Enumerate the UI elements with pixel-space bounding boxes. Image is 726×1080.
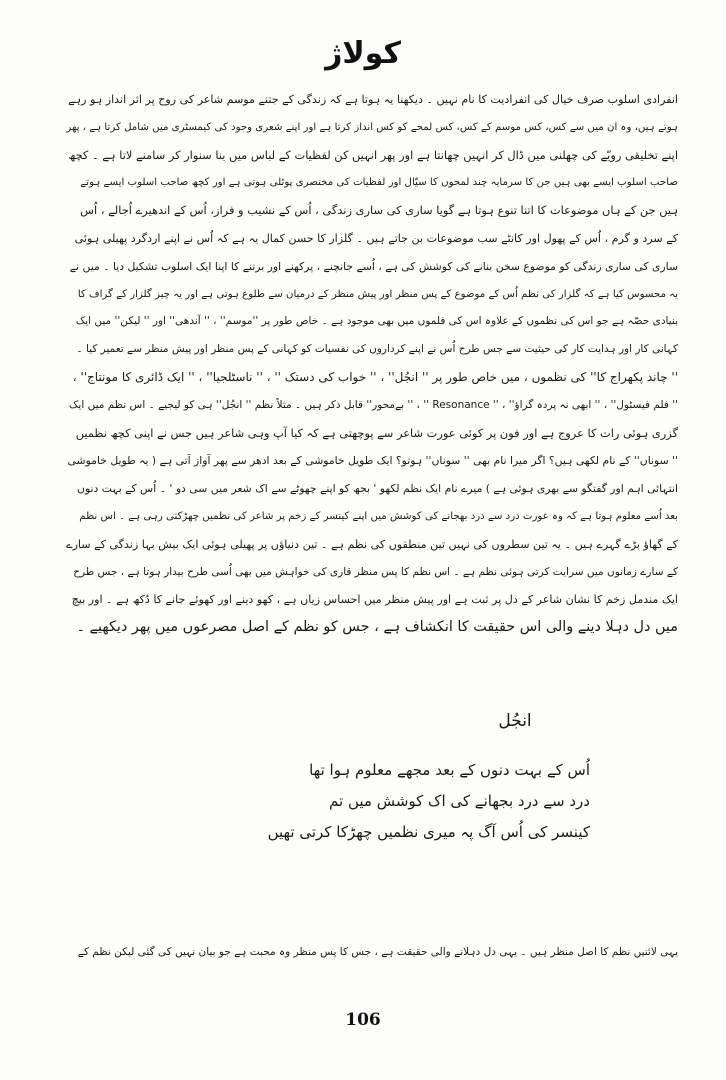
poem-title: انجُل — [498, 711, 532, 731]
body-line: انتہائی اہم اور گفتگو سے بھری ہوئی ہے ) میرے نام ایک نظم لکھو ' بجھ کو اپنے چھوٹے سے اک شعر میں سی دو ' ۔ اُس کے بہت دنوں — [77, 482, 678, 496]
body-line: انفرادی اسلوب صرف خیال کی انفرادیت کا نام نہیں ۔ دیکھنا یہ ہوتا ہے کہ زندگی کے جتنے موسم شاعر کی روح پر اثر انداز ہو رہے — [68, 93, 678, 106]
body-line: یہ محسوس کیا ہے کہ گلزار کی نظم اُس کے موضوع کے پس منظر اور پیش منظر کے درمیان سے طلوع ہوتی ہے اور یہ چیز گلزار کے گراف کا — [77, 288, 678, 300]
body-line: بنیادی حصّہ ہے جو اس کی نظموں کے علاوہ اس کی فلموں میں بھی موجود ہے ۔ خاص طور پر ''موسم'' ، '' آندھی'' اور '' لیکن'' میں ایک — [75, 315, 678, 328]
body-line: کہانی کار اور ہدایت کار کی حیثیت سے جس طرح اُس نے اپنے کرداروں کی نفسیات کو کہانی کے پس منظر اور پیش منظر سے تعمیر کیا ۔ — [76, 343, 678, 356]
body-line: گزری ہوئی رات کا عروج ہے اور فون پر کوئی عورت شاعر سے پوچھتی ہے کہ کیا آپ وہی شاعر ہیں جس نے اپنی کچھ نظمیں — [75, 425, 678, 440]
page-header-title: کولاژ — [325, 36, 401, 71]
poem-verse: درد سے درد بجھانے کی اک کوشش میں تم — [329, 792, 590, 810]
poem-verse: کینسر کی اُس آگ پہ میری نظمیں چھڑکا کرتی تھیں — [267, 823, 590, 841]
body-line: اپنے تخلیقی رویّے کی چھلنی میں ڈال کر انہیں چھانتا ہے اور پھر انہیں کن لفظیات کے لباس میں بنا سنوار کر سامنے لاتا ہے ۔ کچھ — [68, 147, 678, 162]
body-line: ہیں جن کے ہاں موضوعات کا اتنا تنوع ہوتا ہے گویا ساری کی ساری زندگی ، اُس کے نشیب و فراز، اُس کے اندھیرے اُجالے ، اُس — [80, 203, 678, 218]
body-line: ساری کی ساری زندگی کو موضوع سخن بنانے کی کوشش کی ہے ، اُسے جانچنے ، پرکھنے اور برتنے کا اپنا ایک اسلوب تشکیل دیا ۔ میں نے — [69, 259, 678, 273]
body-line: کے سرد و گرم ، اُس کے پھول اور کانٹے سب موضوعات بن جاتے ہیں ۔ گلزار کا حسن کمال یہ ہے کہ اُس نے اپنے اردگرد پھیلی ہوئی — [74, 231, 678, 245]
body-line: صاحب اسلوب ایسے بھی ہیں جن کا سرمایہ چند لمحوں کا سیّال اور لفظیات کی مختصری پوٹلی ہوتی ہے اور کچھ صاحب اسلوب ایسے ہوتے — [80, 177, 678, 189]
body-line: '' فلم فیسٹول'' ، '' ابھی نہ پردہ گراؤ'' ، '' Resonance '' ، '' بےمحور'' قابل ذکر ہیں ۔ مثلاً نظم '' انجُل'' ہی کو لیجیے ۔ اس نظم میں ایک — [69, 398, 678, 411]
body-paragraph — [66, 86, 678, 642]
body-line: '' سوناں'' کے نام لکھی ہیں؟ اگر میرا نام بھی '' سوناں'' ہوتو؟ ایک طویل خاموشی کے بعد ادھر سے پھر آواز آتی ہے ( یہ طویل خاموشی — [67, 454, 678, 468]
body-line: میں دل دہلا دینے والی اس حقیقت کا انکشاف ہے ، جس کو نظم کے اصل مصرعوں میں پھر دیکھیے ۔ — [76, 619, 678, 636]
body-line: ہوتے ہیں، وہ ان میں سے کس، کس موسم کے کس، کس لمحے کو کس انداز کرتا ہے اور اپنے شعری وجود کی کیمسٹری میں شامل کرتا ہے ، پھر — [66, 121, 678, 133]
body-line: کے سارے زمانوں میں سرایت کرتی ہوئی نظم ہے ۔ اس نظم کا پس منظر قاری کی خواہش میں بھی اُسی طرح بیدار ہوتا ہے ، جس طرح — [73, 565, 678, 578]
page-number: 106 — [345, 1010, 381, 1030]
poem-block — [180, 755, 590, 848]
body-line: '' چاند پکھراج کا'' کی نظموں ، میں خاص طور پر '' انجُل'' ، '' خواب کی دستک '' ، '' ناسٹلجیا'' ، '' ایک ڈائری کا مونتاج'' ، — [72, 369, 678, 384]
body-line: ایک مندمل زخم کا نشان شاعر کے دل پر ثبت ہے اور پیش منظر میں احساس زیاں ہے ، کھو دینے اور کھوئے جانے کا دُکھ ہے ۔ اور بیچ — [71, 593, 678, 607]
body-line: کے گھاؤ بڑے گہرے ہیں ۔ یہ تین سطروں کی نہیں تین منطقوں کی نظم ہے ۔ تین دنیاؤں پر پھیلی ہوئی ایک بیش بہا زندگی کے سارے — [66, 537, 678, 551]
closing-line: یہی لائنیں نظم کا اصل منظر ہیں ۔ یہی دل دہلانے والی حقیقت ہے ، جس کا پس منظر وہ محبت ہے جو بیان نہیں کی گئی لیکن نظم کے — [77, 946, 678, 958]
poem-verse: اُس کے بہت دنوں کے بعد مجھے معلوم ہوا تھا — [309, 761, 590, 779]
body-line: بعد اُسے معلوم ہوتا ہے کہ وہ عورت درد سے درد بھجانے کی کوشش میں اپنے کینسر کے زخم پر شاعر کی نظمیں چھڑکتی رہی ہے ۔ اس نظم — [79, 510, 678, 522]
closing-paragraph — [66, 938, 678, 966]
